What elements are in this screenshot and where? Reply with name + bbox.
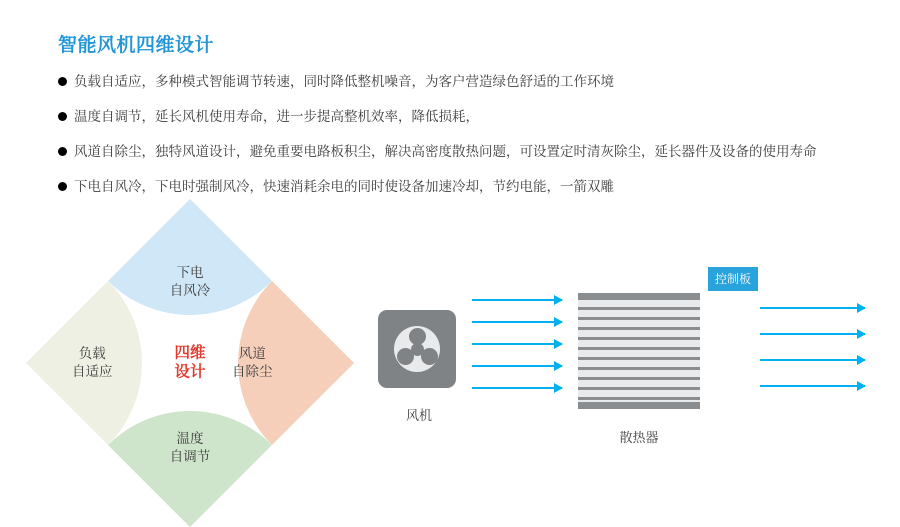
list-item-text: 温度自调节，延长风机使用寿命，进一步提高整机效率，降低损耗， [74, 108, 479, 124]
petal-center-line2: 设计 [174, 364, 206, 381]
list-item [58, 72, 868, 93]
petal-label-right [232, 345, 273, 381]
feature-bullet-list [58, 72, 868, 212]
airflow-arrow-icon [760, 333, 865, 335]
list-item [58, 142, 868, 163]
list-item-text: 下电自风冷，下电时强制风冷，快速消耗余电的同时使设备加速冷却，节约电能，一箭双雕 [74, 178, 614, 194]
four-dimension-petal-diagram [60, 238, 320, 488]
bullet-dot-icon [58, 182, 67, 191]
airflow-arrow-icon [472, 321, 562, 323]
fan-caption: 风机 [405, 408, 432, 423]
airflow-arrow-icon [472, 365, 562, 367]
airflow-arrow-icon [472, 299, 562, 301]
airflow-arrow-icon [760, 307, 865, 309]
fan-icon [394, 326, 440, 372]
petal-label-top-line2: 自风冷 [169, 283, 211, 299]
page-title: 智能风机四维设计 [58, 35, 215, 56]
petal-label-right-line2: 自除尘 [232, 364, 273, 379]
bullet-dot-icon [58, 77, 67, 86]
petal-label-bottom-line2: 自调节 [169, 448, 211, 464]
fan-module [378, 310, 456, 388]
list-item-text: 风道自除尘，独特风道设计，避免重要电路板积尘，解决高密度散热问题，可设置定时清灰除尘，延长器件及设备的使用寿命 [74, 143, 817, 159]
petal-label-left [72, 345, 113, 381]
petal-center-label [174, 344, 205, 383]
control-board-badge: 控制板 [708, 267, 758, 291]
airflow-arrow-icon [472, 343, 562, 345]
airflow-arrow-icon [472, 387, 562, 389]
petal-label-bottom-line1: 温度 [176, 430, 204, 446]
petal-label-top-line1: 下电 [176, 265, 204, 280]
list-item-text: 负载自适应，多种模式智能调节转速，同时降低整机噪音，为客户营造绿色舒适的工作环境 [74, 74, 614, 89]
list-item [58, 177, 868, 198]
petal-label-bottom [170, 430, 211, 466]
petal-label-top [170, 264, 211, 300]
heatsink-caption: 散热器 [619, 430, 659, 445]
airflow-arrow-icon [760, 385, 865, 387]
petal-label-left-line1: 负载 [78, 345, 106, 361]
list-item [58, 107, 868, 128]
petal-label-right-line1: 风道 [238, 345, 266, 361]
fan-blade-icon [409, 328, 426, 345]
airflow-arrow-icon [760, 359, 865, 361]
bullet-dot-icon [58, 112, 67, 121]
petal-center-line1: 四维 [174, 344, 206, 362]
fan-hub-icon [411, 343, 424, 356]
heatsink-module [578, 293, 700, 409]
petal-label-left-line2: 自适应 [72, 364, 113, 379]
bullet-dot-icon [58, 147, 67, 156]
airflow-diagram [360, 272, 880, 475]
